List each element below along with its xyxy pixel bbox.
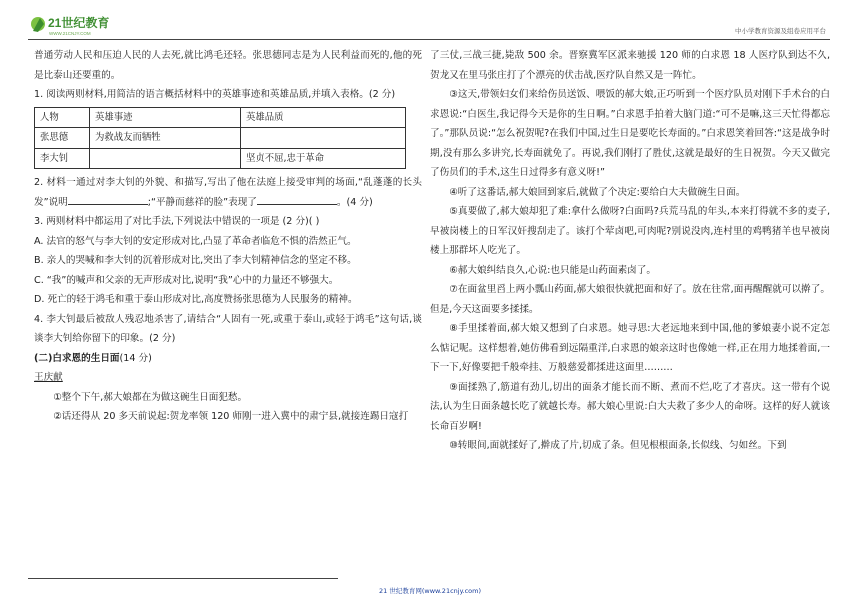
author-line xyxy=(34,368,422,388)
paragraph-3: ③这天,带领妇女们来给伤员送饭、喂饭的郝大娘,正巧听到一个医疗队员对刚下手术台的白求恩说:“白医生,我记得今天是你的生日啊。”白求恩手拍着大脑门道:“可不是嘛,这三天忙得都忘了。”那队员说:“怎么祝贺呢?在我们中国,过生日是要吃长寿面的。”白求恩笑着回答:“这是战争时期,没有那么多讲究,长寿面就免了。再说,我们刚打了胜仗,这就是最好的生日祝贺。今天又做完了伤员们的手术,这生日过得多有意义呀!” xyxy=(430,89,830,178)
table-header-cell: 英雄事迹 xyxy=(90,107,241,128)
header-platform-text: 中小学教育资源及组卷应用平台 xyxy=(735,27,826,35)
answer-blank[interactable] xyxy=(257,194,337,205)
table-cell: 李大钊 xyxy=(35,148,90,169)
option-c: C. “我”的喊声和父亲的无声形成对比,说明“我”心中的力量还不够强大。 xyxy=(34,274,339,286)
question-1: 1. 阅读两则材料,用简洁的语言概括材料中的英雄事迹和英雄品质,并填入表格。(2 分) xyxy=(34,89,396,100)
logo-text: 21世纪教育 xyxy=(48,16,110,30)
site-logo xyxy=(28,12,128,38)
section-title-text: (二)白求恩的生日面 xyxy=(34,352,120,364)
option-d: D. 死亡的轻于鸿毛和重于泰山形成对比,高度赞扬张思德为人民服务的精神。 xyxy=(34,294,358,305)
answer-table xyxy=(34,107,406,170)
table-cell: 张思德 xyxy=(35,128,90,149)
table-header-cell: 人物 xyxy=(35,107,90,128)
paragraph-2-cont: 了三仗,三战三捷,毙敌 500 余。晋察冀军区派来驰援 120 师的白求恩 18 人医疗队到达不久,贺龙又在里马张庄打了个漂亮的伏击战,医疗队自然又是一阵忙。 xyxy=(430,50,830,81)
table-cell: 为救战友而牺牲 xyxy=(90,128,241,149)
question-2-part-b: ;“平静而慈祥的脸”表现了 xyxy=(147,196,257,208)
paragraph-9: ⑨面揉熟了,筋道有劲儿,切出的面条才能长而不断、煮而不烂,吃了才喜庆。这一带有个说法,认为生日面条越长吃了就越长寿。郝大娘心里说:白大夫救了多少人的命呀。这样的好人就该长命百岁啊! xyxy=(430,381,830,432)
right-column xyxy=(430,46,830,456)
logo-subtext: WWW.21CNJY.COM xyxy=(49,31,91,36)
option-b: B. 亲人的哭喊和李大钊的沉着形成对比,突出了李大钊精神信念的坚定不移。 xyxy=(34,255,357,266)
paragraph-8: ⑧手里揉着面,郝大娘又想到了白求恩。她寻思:大老远地来到中国,他的爹娘妻小说不定怎么惦记呢。这样想着,她仿佛看到远隔重洋,白求恩的娘亲这时也像她一样,正在用力地揉着面,一下一下,好像要把千般牵挂、万般慈爱都揉进这面里……… xyxy=(430,323,830,373)
table-header-row xyxy=(35,107,406,128)
question-2 xyxy=(34,173,422,212)
table-cell-blank[interactable] xyxy=(90,148,241,169)
question-3: 3. 两则材料中都运用了对比手法,下列说法中错误的一项是 (2 分)( ) xyxy=(34,216,320,227)
answer-blank[interactable] xyxy=(68,194,148,205)
paragraph-4: ④听了这番话,郝大娘回到家后,就做了个决定:要给白大夫做碗生日面。 xyxy=(449,186,746,198)
question-4: 4. 李大钊最后被敌人残忍地杀害了,请结合“人固有一死,或重于泰山,或轻于鸿毛”这句话,谈谈李大钊给你留下的印象。(2 分) xyxy=(34,313,422,344)
paragraph-7: ⑦在面盆里舀上两小瓢山药面,郝大娘很快就把面和好了。放在往常,面再醒醒就可以擀了。但是,今天这面要多揉揉。 xyxy=(430,284,830,315)
section-score: (14 分) xyxy=(119,352,152,364)
section-title xyxy=(34,349,422,369)
footnote-divider xyxy=(28,578,338,579)
question-2-part-c: 。(4 分) xyxy=(336,196,373,208)
paragraph-2: ②话还得从 20 多天前说起:贺龙率领 120 师刚一进入冀中的肃宁县,就接连踢日寇打 xyxy=(53,411,409,422)
paragraph-10: ⑩转眼间,面就揉好了,擀成了片,切成了条。但见根根面条,长似线、匀如丝。下到 xyxy=(449,440,787,451)
header-divider xyxy=(28,39,830,40)
left-column xyxy=(34,46,422,427)
option-a: A. 法官的怒气与李大钊的安定形成对比,凸显了革命者临危不惧的浩然正气。 xyxy=(34,235,357,247)
table-header-cell: 英雄品质 xyxy=(241,107,406,128)
paragraph-1: ①整个下午,郝大娘都在为做这碗生日面犯愁。 xyxy=(53,391,248,403)
author-name: 王庆献 xyxy=(34,372,63,383)
table-row xyxy=(35,148,406,169)
footer-link[interactable]: 21 世纪教育网(www.21cnjy.com) xyxy=(379,587,481,595)
question-2-part-a: 2. 材料一通过对李大钊的外貌、和描写,写出了他在法庭上接受审判的场面,“乱蓬蓬的长头发”说明 xyxy=(34,177,422,208)
table-cell: 坚贞不屈,忠于革命 xyxy=(241,148,406,169)
table-cell-blank[interactable] xyxy=(241,128,406,149)
paragraph-6: ⑥郝大娘纠结良久,心说:也只能是山药面素卤了。 xyxy=(449,264,656,276)
table-row xyxy=(35,128,406,149)
paragraph-5: ⑤真要做了,郝大娘却犯了难:拿什么做呀?白面吗?兵荒马乱的年头,本来打得就不多的麦子,早被岗楼上的日军汉奸搜刮走了。该打个荤卤吧,可肉呢?别说没肉,连村里的鸡鸭猪羊也早被岗楼上那群坏人吃光了。 xyxy=(430,206,830,256)
passage-ending: 普通劳动人民和压迫人民的人去死,就比鸿毛还轻。张思德同志是为人民利益而死的,他的死是比泰山还要重的。 xyxy=(34,50,422,81)
